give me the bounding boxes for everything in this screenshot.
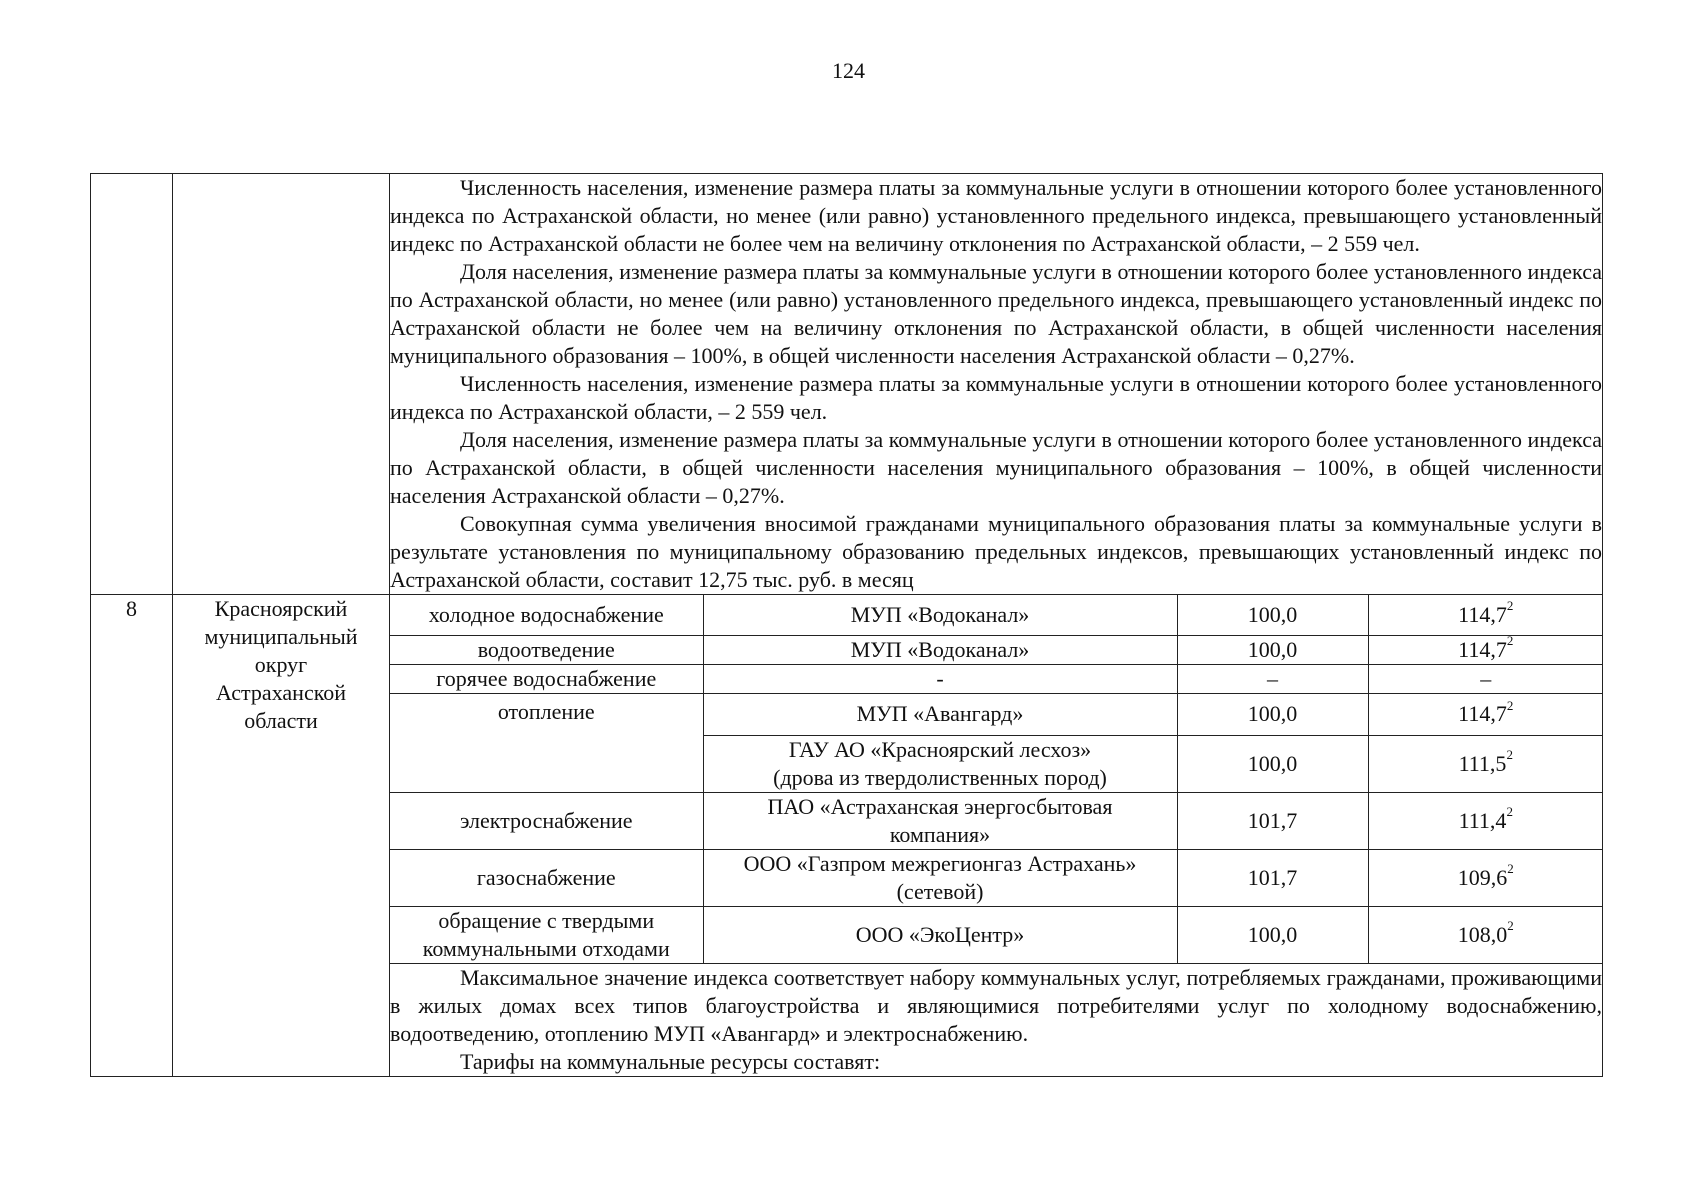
services-cell bbox=[390, 595, 1603, 1077]
paragraph: Доля населения, изменение размера платы за коммунальные услуги в отношении которого более установленного индекса по Астраханской области, но менее (или равно) установленного предельного индекса, превышающего установленный индекс по Астраханской области не более чем на величину отклонения по Астраханской области, в общей численности населения муниципального образования – 100%, в общей численности населения Астраханской области – 0,27%. bbox=[390, 259, 1602, 368]
footnote-mark: 2 bbox=[1507, 861, 1514, 877]
footnote-mark: 2 bbox=[1506, 598, 1514, 614]
footnote-mark: 2 bbox=[1506, 804, 1513, 820]
base-value: 100,0 bbox=[1177, 906, 1368, 963]
index-value: 111,4$^2$ bbox=[1368, 792, 1603, 849]
row-number: 8 bbox=[91, 595, 173, 1077]
provider-name: МУП «Водоканал» bbox=[703, 595, 1177, 635]
footnote-mark: 2 bbox=[1507, 918, 1514, 934]
table-row-continuation bbox=[91, 174, 1603, 595]
municipality-name-line: области bbox=[244, 708, 318, 733]
service-row-electricity bbox=[390, 792, 1603, 849]
footnote-mark: 2 bbox=[1506, 633, 1514, 649]
paragraph: Доля населения, изменение размера платы за коммунальные услуги в отношении которого более установленного индекса по Астраханской области, в общей численности населения муниципального образования – 100%, в общей численности населения Астраханской области – 0,27%. bbox=[390, 427, 1602, 508]
base-value: 100,0 bbox=[1177, 735, 1368, 792]
base-value: 100,0 bbox=[1177, 595, 1368, 635]
note-paragraph: Тарифы на коммунальные ресурсы составят: bbox=[460, 1048, 881, 1074]
index-value: 111,5$^2$ bbox=[1368, 735, 1603, 792]
summary-text-cell bbox=[390, 174, 1603, 595]
municipality-name bbox=[173, 595, 390, 1077]
service-row-gas bbox=[390, 849, 1603, 906]
service-row-heating-1 bbox=[390, 693, 1603, 735]
base-value: – bbox=[1177, 664, 1368, 693]
footnote-mark: 2 bbox=[1506, 697, 1514, 713]
provider-name: МУП «Авангард» bbox=[703, 693, 1177, 735]
notes-block bbox=[390, 964, 1602, 1076]
service-row-cold-water bbox=[390, 595, 1603, 635]
tariff-table bbox=[90, 173, 1603, 1077]
provider-name: ГАУ АО «Красноярский лесхоз» (дрова из твердолиственных пород) bbox=[703, 735, 1177, 792]
index-value: 114,7$^2$ bbox=[1368, 595, 1603, 635]
footnote-mark: 2 bbox=[1506, 747, 1513, 763]
provider-name: ООО «ЭкоЦентр» bbox=[703, 906, 1177, 963]
service-name: обращение с твердыми коммунальными отходами bbox=[390, 906, 703, 963]
service-row-sewage bbox=[390, 635, 1603, 664]
municipality-name-line: муниципальный bbox=[204, 624, 358, 649]
service-name: газоснабжение bbox=[390, 849, 703, 906]
base-value: 100,0 bbox=[1177, 693, 1368, 735]
provider-name: ПАО «Астраханская энергосбытовая компания» bbox=[703, 792, 1177, 849]
note-paragraph: Максимальное значение индекса соответствует набору коммунальных услуг, потребляемых гражданами, проживающими в жилых домах всех типов благоустройства и являющимися потребителями услуг по холодному водоснабжению, водоотведению, отоплению МУП «Авангард» и электроснабжению. bbox=[390, 964, 1602, 1046]
municipality-name-line: округ bbox=[254, 652, 308, 677]
service-row-hot-water bbox=[390, 664, 1603, 693]
service-name: отопление bbox=[390, 693, 703, 792]
index-value: 114,7$^2$ bbox=[1368, 635, 1603, 664]
provider-name: - bbox=[703, 664, 1177, 693]
base-value: 101,7 bbox=[1177, 849, 1368, 906]
index-value: – bbox=[1368, 664, 1603, 693]
service-name: холодное водоснабжение bbox=[390, 595, 703, 635]
paragraph: Численность населения, изменение размера платы за коммунальные услуги в отношении которого более установленного индекса по Астраханской области, но менее (или равно) установленного предельного индекса, превышающего установленный индекс по Астраханской области не более чем на величину отклонения по Астраханской области, – 2 559 чел. bbox=[390, 175, 1602, 256]
service-name: горячее водоснабжение bbox=[390, 664, 703, 693]
service-name: водоотведение bbox=[390, 635, 703, 664]
page-number: 124 bbox=[832, 58, 865, 83]
index-value: 108,0$^2$ bbox=[1368, 906, 1603, 963]
base-value: 101,7 bbox=[1177, 792, 1368, 849]
index-value: 109,6$^2$ bbox=[1368, 849, 1603, 906]
table-row-8 bbox=[91, 595, 1603, 1077]
municipality-name-line: Красноярский bbox=[214, 596, 348, 621]
paragraph: Совокупная сумма увеличения вносимой гражданами муниципального образования платы за коммунальные услуги в результате установления по муниципальному образованию предельных индексов, превышающих установленный индекс по Астраханской области, составит 12,75 тыс. руб. в месяц bbox=[390, 511, 1602, 592]
municipality-cell-empty bbox=[173, 174, 390, 595]
index-value: 114,7$^2$ bbox=[1368, 693, 1603, 735]
paragraph: Численность населения, изменение размера платы за коммунальные услуги в отношении которого более установленного индекса по Астраханской области, – 2 559 чел. bbox=[390, 371, 1602, 424]
provider-name: МУП «Водоканал» bbox=[703, 635, 1177, 664]
provider-name: ООО «Газпром межрегионгаз Астрахань» (сетевой) bbox=[703, 849, 1177, 906]
municipality-name-line: Астраханской bbox=[215, 680, 347, 705]
service-name: электроснабжение bbox=[390, 792, 703, 849]
services-table bbox=[390, 595, 1603, 964]
base-value: 100,0 bbox=[1177, 635, 1368, 664]
row-number-cell-empty bbox=[91, 174, 173, 595]
service-row-waste bbox=[390, 906, 1603, 963]
